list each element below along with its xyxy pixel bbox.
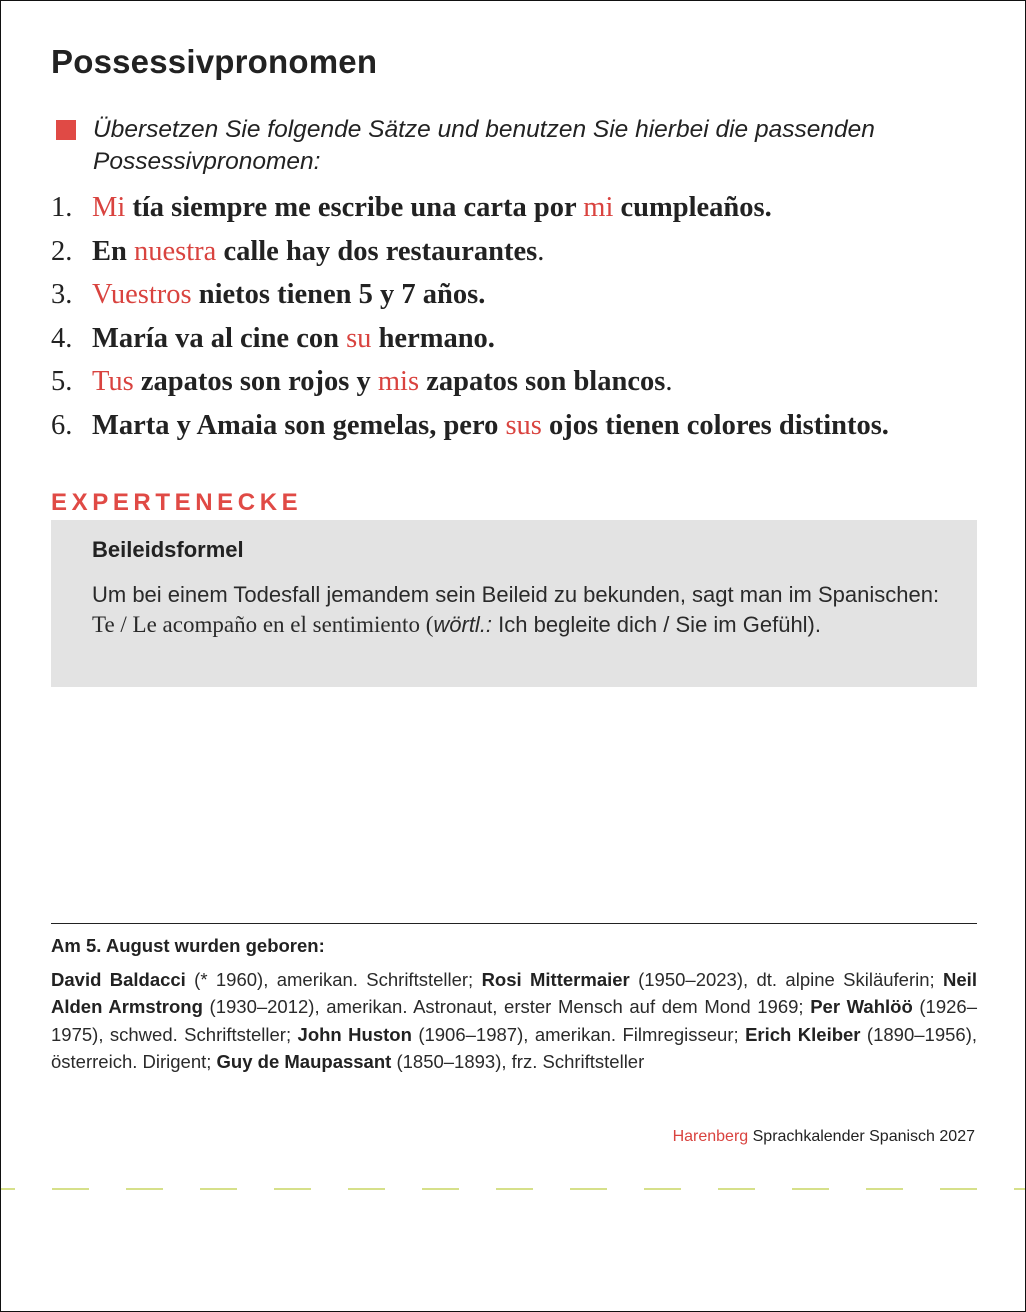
- expert-corner-box: [51, 520, 977, 687]
- sentence-number: 1.: [51, 192, 73, 223]
- sentence-segment: En: [92, 235, 134, 267]
- person-details: (1906–1987), amerikan. Filmregisseur;: [411, 1023, 746, 1045]
- sentence-text: [92, 319, 495, 359]
- possessive-pronoun: mi: [583, 192, 614, 223]
- person-details: (* 1960), amerikan. Schriftsteller;: [185, 969, 482, 990]
- sentence-number: 3.: [51, 279, 73, 311]
- sentence-segment: nietos tienen 5 y 7 años.: [191, 279, 486, 311]
- spanish-phrase: Te / Le acompaño en el sentimiento: [92, 612, 420, 637]
- sentence-item: [51, 232, 1001, 276]
- page-title: Possessivpronomen: [51, 43, 378, 80]
- expert-corner-label: EXPERTENECKE: [51, 489, 303, 516]
- possessive-pronoun: Mi: [92, 192, 126, 223]
- divider: [51, 923, 977, 924]
- red-square-icon: [56, 120, 76, 140]
- possessive-pronoun: Tus: [92, 366, 134, 398]
- sentence-item: [51, 319, 1001, 363]
- sentence-segment: tía siempre me escribe una carta por: [125, 192, 584, 223]
- person-details: (1850–1893), frz. Schriftsteller: [391, 1050, 645, 1072]
- sentence-number: 6.: [51, 409, 73, 441]
- sentence-segment: .: [537, 235, 545, 267]
- person-name: Rosi Mittermaier: [481, 969, 630, 990]
- person-name: David Baldacci: [51, 969, 186, 990]
- sentence-text: [92, 232, 544, 272]
- footer: [673, 1128, 975, 1146]
- sentence-item: [51, 188, 1001, 232]
- person-details: (1930–2012), amerikan. Astronaut, erster Mensch auf dem Mond 1969;: [202, 996, 811, 1018]
- sentence-text: [92, 188, 772, 228]
- possessive-pronoun: su: [346, 322, 372, 354]
- person-details: (1926–1975), schwed. Schriftsteller;: [51, 996, 978, 1045]
- sentence-segment: María va al cine con: [92, 322, 347, 354]
- person-name: Erich Kleiber: [745, 1023, 861, 1045]
- sentence-segment: hermano.: [371, 322, 495, 354]
- calendar-title: Sprachkalender Spanisch 2027: [748, 1128, 975, 1145]
- expert-body-intro: Um bei einem Todesfall jemandem sein Beileid zu bekunden, sagt man im Spanischen:: [92, 582, 940, 607]
- sentence-segment: ojos tienen colores distintos.: [541, 409, 889, 441]
- expert-corner-heading: Beileidsformel: [92, 537, 244, 562]
- perforation-line: [1, 1188, 1025, 1190]
- sentence-text: [92, 406, 889, 446]
- births-heading: Am 5. August wurden geboren:: [51, 935, 325, 956]
- sentence-number: 4.: [51, 322, 73, 354]
- possessive-pronoun: Vuestros: [92, 279, 192, 311]
- person-name: Guy de Maupassant: [216, 1050, 392, 1072]
- sentence-segment: Marta y Amaia son gemelas, pero: [92, 409, 506, 441]
- sentence-segment: calle hay dos restaurantes: [216, 235, 538, 267]
- paren-open: (: [419, 612, 434, 637]
- sentence-item: [51, 362, 1001, 406]
- sentence-item: [51, 275, 1001, 319]
- sentence-segment: zapatos son blancos: [419, 366, 666, 398]
- literal-label: wörtl.:: [433, 612, 493, 637]
- possessive-pronoun: sus: [505, 409, 542, 441]
- person-name: John Huston: [297, 1023, 412, 1045]
- sentence-segment: zapatos son rojos y: [133, 366, 378, 398]
- possessive-pronoun: nuestra: [134, 235, 217, 267]
- person-name: Neil Alden Armstrong: [51, 969, 977, 1018]
- possessive-pronoun: mis: [377, 366, 420, 398]
- sentence-text: [92, 362, 672, 402]
- literal-translation: Ich begleite dich / Sie im Gefühl).: [492, 612, 821, 637]
- sentence-item: [51, 406, 1001, 450]
- sentence-text: [92, 275, 485, 315]
- publisher-brand: Harenberg: [672, 1128, 749, 1145]
- expert-corner-body: [92, 580, 962, 640]
- sentence-number: 5.: [51, 366, 73, 398]
- sentence-segment: .: [665, 366, 673, 398]
- sentence-number: 2.: [51, 235, 73, 267]
- person-name: Per Wahlöö: [810, 996, 913, 1018]
- births-list: [51, 966, 977, 1075]
- person-details: (1890–1956), österreich. Dirigent;: [51, 1023, 977, 1072]
- instruction-text: Übersetzen Sie folgende Sätze und benutzen Sie hierbei die passenden Possessivpronomen:: [93, 116, 875, 175]
- sentence-segment: cumpleaños.: [613, 192, 772, 223]
- sentence-list: [51, 188, 1001, 450]
- person-details: (1950–2023), dt. alpine Skiläuferin;: [629, 969, 944, 990]
